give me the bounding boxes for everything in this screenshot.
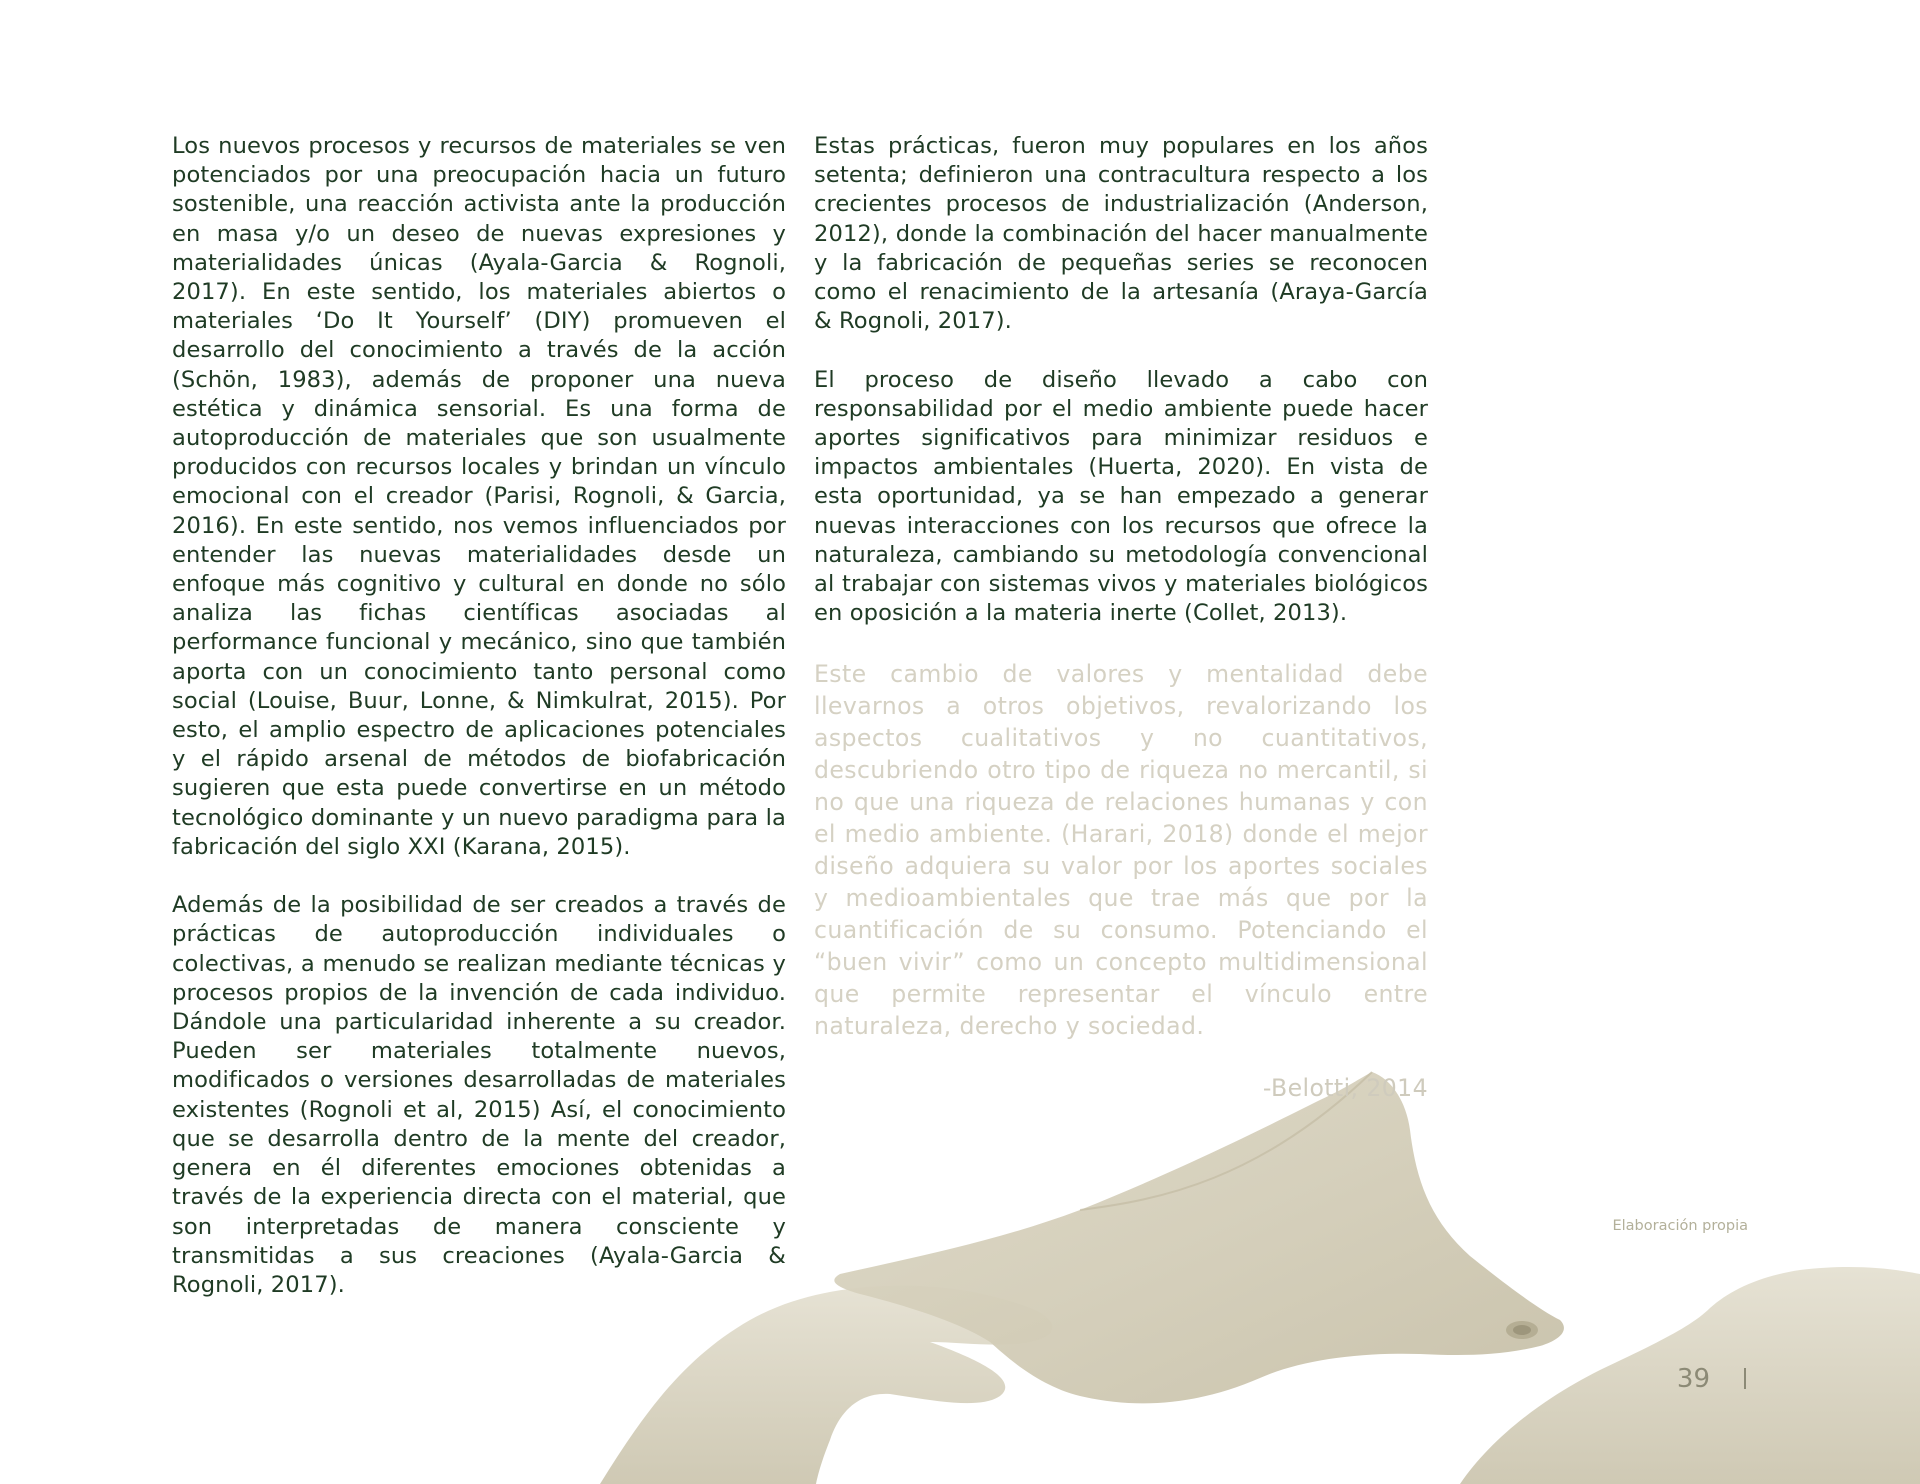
left-text-column [172, 132, 786, 1300]
quote-text: Este cambio de valores y mentalidad debe llevarnos a otros objetivos, revalorizando los aspectos cualitativos y no cuantitativos, descubriendo otro tipo de riqueza no mercantil, si no que una riqueza de relaciones humanas y con el medio ambiente. (Harari, 2018) donde el mejor diseño adquiera su valor por los aportes sociales y medioambientales que trae más que por la cuantificación de su consumo. Potenciando el “buen vivir” como un concepto multidimensional que permite representar el vínculo entre naturaleza, derecho y sociedad. [814, 660, 1428, 1040]
quote-author: -Belotti, 2014 [1262, 1074, 1428, 1102]
photo-caption: Elaboración propia [1612, 1218, 1748, 1234]
left-paragraph-2: Además de la posibilidad de ser creados a través de prácticas de autoproducción individuales o colectivas, a menudo se realizan mediante técnicas y procesos propios de la invención de cada individuo. Dándole una particularidad inherente a su creador. Pueden ser materiales totalmente nuevos, modificados o versiones desarrolladas de materiales existentes (Rognoli et al, 2015) Así, el conocimiento que se desarrolla dentro de la mente del creador, genera en él diferentes emociones obtenidas a través de la experiencia directa con el material, que son interpretadas de manera consciente y transmitidas a sus creaciones (Ayala-Garcia & Rognoli, 2017). [172, 892, 786, 1298]
page-number-divider [1744, 1368, 1746, 1389]
right-paragraph-1: Estas prácticas, fueron muy populares en los años setenta; definieron una contracultura respecto a los crecientes procesos de industrialización (Anderson, 2012), donde la combinación del hacer manualmente y la fabricación de pequeñas series se reconocen como el renacimiento de la artesanía (Araya-García & Rognoli, 2017). [814, 133, 1428, 335]
right-paragraph-2: El proceso de diseño llevado a cabo con responsabilidad por el medio ambiente puede hacer aportes significativos para minimizar residuos e impactos ambientales (Huerta, 2020). En vista de esta oportunidad, ya se han empezado a generar nuevas interacciones con los recursos que ofrece la naturaleza, cambiando su metodología convencional al trabajar con sistemas vivos y materiales biológicos en oposición a la materia inerte (Collet, 2013). [814, 366, 1428, 627]
right-text-column [814, 132, 1428, 628]
left-paragraph-1: Los nuevos procesos y recursos de materiales se ven potenciados por una preocupación hacia un futuro sostenible, una reacción activista ante la producción en masa y/o un deseo de nuevas expresiones y materialidades únicas (Ayala-Garcia & Rognoli, 2017). En este sentido, los materiales abiertos o materiales ‘Do It Yourself’ (DIY) promueven el desarrollo del conocimiento a través de la acción (Schön, 1983), además de proponer una nueva estética y dinámica sensorial. Es una forma de autoproducción de materiales que son usualmente producidos con recursos locales y brindan un vínculo emocional con el creador (Parisi, Rognoli, & Garcia, 2016). En este sentido, nos vemos influenciados por entender las nuevas materialidades desde un enfoque más cognitivo y cultural en donde no sólo analiza las fichas científicas asociadas al performance funcional y mecánico, sino que también aporta con un conocimiento tanto personal como social (Louise, Buur, Lonne, & Nimkulrat, 2015). Por esto, el amplio espectro de aplicaciones potenciales y el rápido arsenal de métodos de biofabricación sugieren que esta puede convertirse en un método tecnológico dominante y un nuevo paradigma para la fabricación del siglo XXI (Karana, 2015). [172, 133, 786, 860]
page-number: 39 [1676, 1364, 1710, 1394]
